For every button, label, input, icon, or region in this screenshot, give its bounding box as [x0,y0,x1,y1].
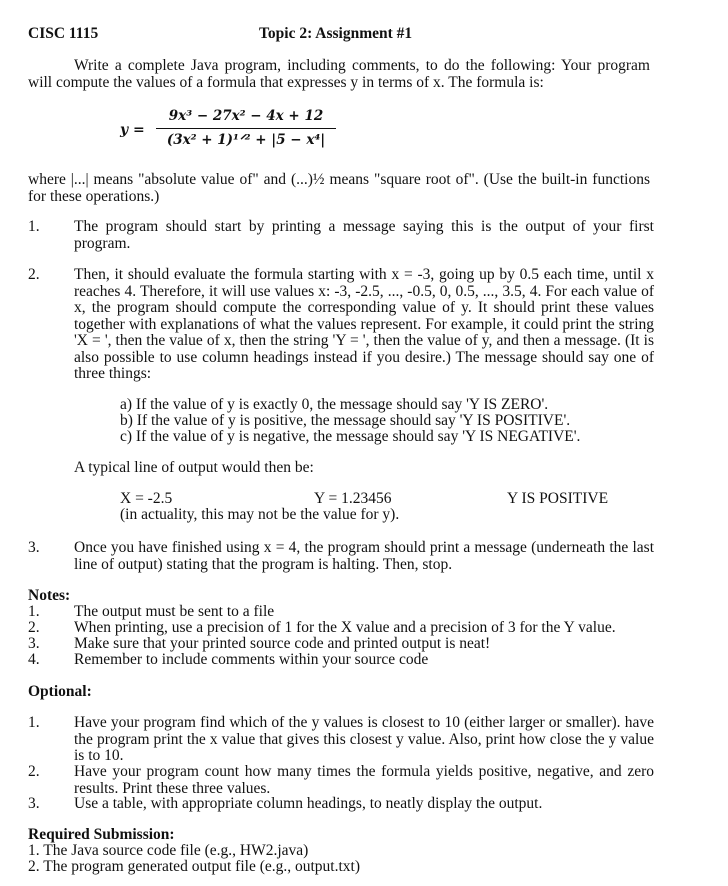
formula [120,106,340,164]
submission-item: 2. The program generated output file (e.g., output.txt) [28,858,361,875]
item-text: Then, it should evaluate the formula starting with x = -3, going up by 0.5 each time, until x reaches 4. Therefore, it will use values x: -3, -2.5, ..., -0.5, 0, 0.5, ..., 3.5, 4. For each value of x, the program should compute the corresponding value of y. It should print these values together with explanations of what the values represent. For example, it could print the string 'X = ', then the value of x, then the string 'Y = ', then the value of y, and then a message. (It is also possible to use column headings instead if you desire.) The message should say one of three things: [74,266,654,382]
where-paragraph: where |...| means "absolute value of" and (...)½ means "square root of". (Use the built-in functions for these operations.) [28,171,650,205]
example-y: Y = 1.23456 [314,490,392,507]
assignment-title: Topic 2: Assignment #1 [259,25,413,42]
typical-line-label: A typical line of output would then be: [74,459,314,476]
example-message: Y IS POSITIVE [507,490,609,507]
note-text: When printing, use a precision of 1 for the X value and a precision of 3 for the Y value. [74,619,616,636]
formula-lhs: y = [120,122,145,138]
formula-denominator: (3x² + 1)¹ᐟ² + |5 − x⁴| [166,131,326,148]
formula-numerator: 9x³ − 27x² − 4x + 12 [156,108,336,129]
item-number: 2. [28,266,40,283]
sub-item: b) If the value of y is positive, the message should say 'Y IS POSITIVE'. [120,412,571,429]
optional-heading: Optional: [28,683,92,700]
example-x: X = -2.5 [120,490,173,507]
item-number: 3. [28,539,40,556]
note-text: Make sure that your printed source code and printed output is neat! [74,635,491,652]
example-note: (in actuality, this may not be the value for y). [120,506,400,523]
item-text: Once you have finished using x = 4, the program should print a message (underneath the last line of output) stating that the program is halting. Then, stop. [74,539,654,573]
formula-fraction [156,108,336,148]
submission-heading: Required Submission: [28,826,175,843]
course-code: CISC 1115 [28,25,99,42]
optional-number: 2. [28,763,40,780]
optional-text: Have your program find which of the y values is closest to 10 (either larger or smaller). have the program print the x value that gives this closest y value. Also, print how close the y value is to 10. [74,714,654,764]
note-text: Remember to include comments within your source code [74,651,429,668]
item-text: The program should start by printing a message saying this is the output of your first program. [74,218,654,252]
note-number: 4. [28,651,40,668]
note-text: The output must be sent to a file [74,603,275,620]
optional-text: Have your program count how many times the formula yields positive, negative, and zero results. Print these three values. [74,763,654,797]
item-number: 1. [28,218,40,235]
note-number: 1. [28,603,40,620]
optional-number: 1. [28,714,40,731]
sub-item: c) If the value of y is negative, the message should say 'Y IS NEGATIVE'. [120,428,581,445]
optional-number: 3. [28,795,40,812]
notes-heading: Notes: [28,587,71,604]
note-number: 2. [28,619,40,636]
note-number: 3. [28,635,40,652]
intro-paragraph: Write a complete Java program, including comments, to do the following: Your program will compute the values of a formula that expresses y in terms of x. The formula is: [28,57,650,91]
optional-text: Use a table, with appropriate column headings, to neatly display the output. [74,795,543,812]
submission-item: 1. The Java source code file (e.g., HW2.java) [28,842,309,859]
sub-item: a) If the value of y is exactly 0, the message should say 'Y IS ZERO'. [120,396,549,413]
